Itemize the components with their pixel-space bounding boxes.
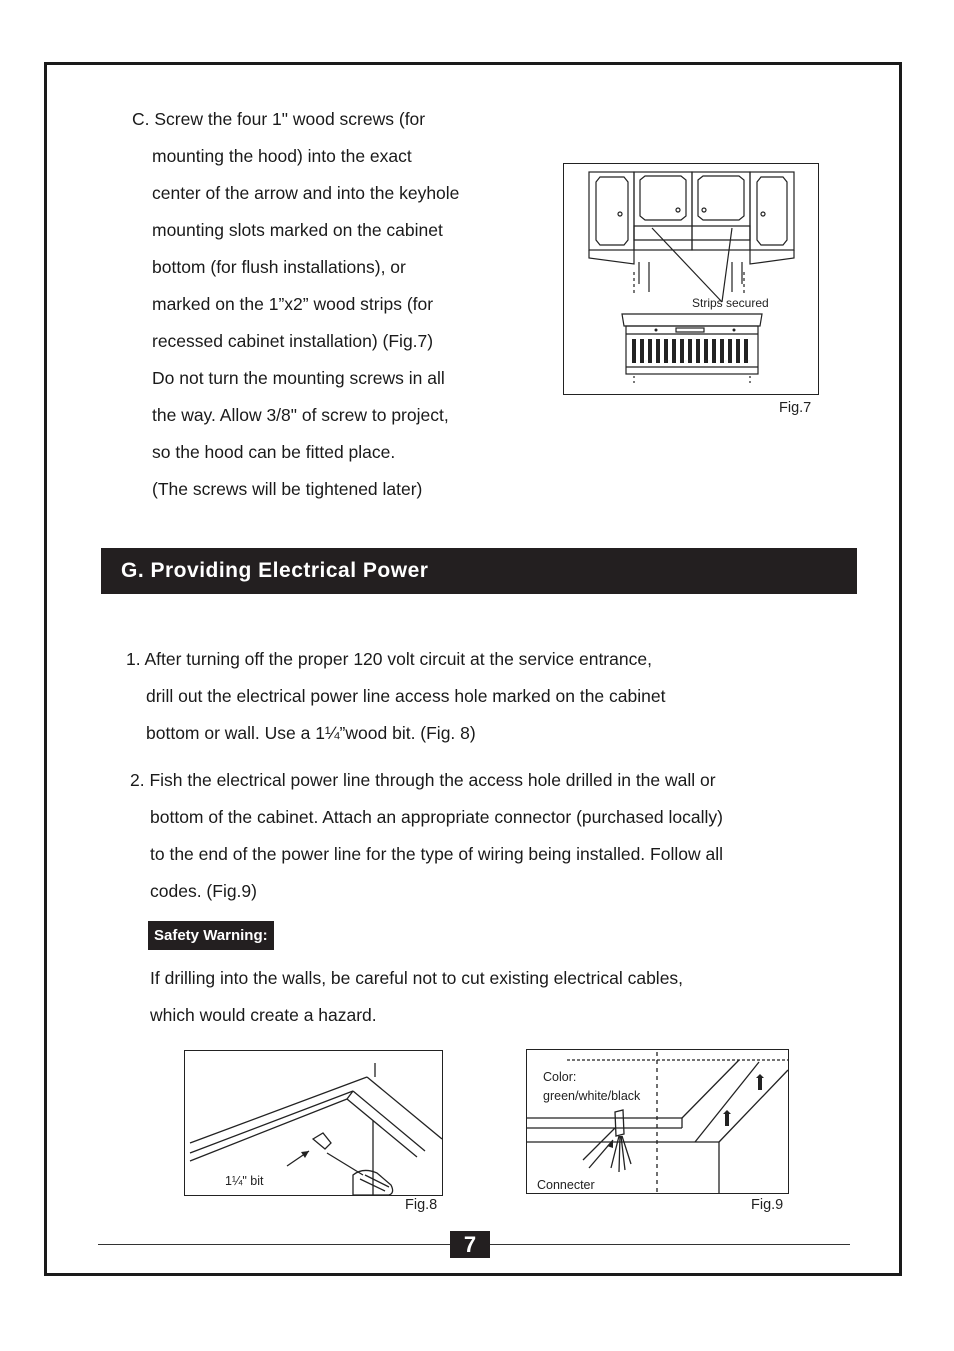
cabinet-hood-drawing	[564, 164, 818, 394]
page-number: 7	[450, 1231, 490, 1258]
item-1-line: drill out the electrical power line access hole marked on the cabinet	[146, 686, 666, 706]
fig9-illustration	[526, 1049, 789, 1194]
item-2-line: bottom of the cabinet. Attach an appropriate connector (purchased locally)	[150, 807, 723, 827]
step-c-line: recessed cabinet installation) (Fig.7)	[152, 331, 434, 351]
warning-line: which would create a hazard.	[150, 1005, 377, 1025]
step-c-line: (The screws will be tightened later)	[152, 479, 423, 499]
drill-bit-drawing	[185, 1051, 442, 1195]
fig9-caption: Fig.9	[751, 1197, 784, 1213]
fig7-label: Strips secured	[692, 296, 769, 310]
fig7-illustration	[563, 163, 819, 395]
footer-rule-right	[490, 1244, 850, 1245]
fig9-color-value: green/white/black	[543, 1089, 641, 1103]
warning-line: If drilling into the walls, be careful not to cut existing electrical cables,	[150, 968, 684, 988]
step-c-line: marked on the 1”x2” wood strips (for	[152, 294, 434, 314]
step-c-line: bottom (for flush installations), or	[152, 257, 406, 277]
item-2-text	[130, 765, 723, 913]
item-1-text	[126, 644, 665, 755]
step-c-line: center of the arrow and into the keyhole	[152, 183, 460, 203]
item-1-line: bottom or wall. Use a 1¼”wood bit. (Fig. 8)	[146, 723, 476, 743]
section-heading: G. Providing Electrical Power	[101, 548, 857, 594]
footer-rule-left	[98, 1244, 450, 1245]
step-c-line: mounting slots marked on the cabinet	[152, 220, 443, 240]
connector-drawing	[527, 1050, 788, 1193]
step-c-line: C. Screw the four 1" wood screws (for	[132, 109, 426, 129]
item-2-line: to the end of the power line for the type of wiring being installed. Follow all	[150, 844, 723, 864]
item-2-line: 2. Fish the electrical power line through the access hole drilled in the wall or	[130, 770, 716, 790]
fig7-caption: Fig.7	[779, 400, 812, 416]
step-c-line: the way. Allow 3/8" of screw to project,	[152, 405, 449, 425]
item-1-line: 1. After turning off the proper 120 volt circuit at the service entrance,	[126, 649, 652, 669]
step-c-line: so the hood can be fitted place.	[152, 442, 396, 462]
step-c-text	[132, 104, 522, 511]
fig9-color-label: Color:	[543, 1070, 577, 1084]
safety-warning-badge: Safety Warning:	[148, 921, 274, 950]
fig8-label: 1¼" bit	[225, 1174, 264, 1188]
fig8-illustration	[184, 1050, 443, 1196]
fig8-caption: Fig.8	[405, 1197, 438, 1213]
step-c-line: Do not turn the mounting screws in all	[152, 368, 445, 388]
step-c-line: mounting the hood) into the exact	[152, 146, 412, 166]
fig9-connector-label: Connecter	[537, 1178, 595, 1192]
warning-text	[150, 963, 683, 1037]
item-2-line: codes. (Fig.9)	[150, 881, 257, 901]
